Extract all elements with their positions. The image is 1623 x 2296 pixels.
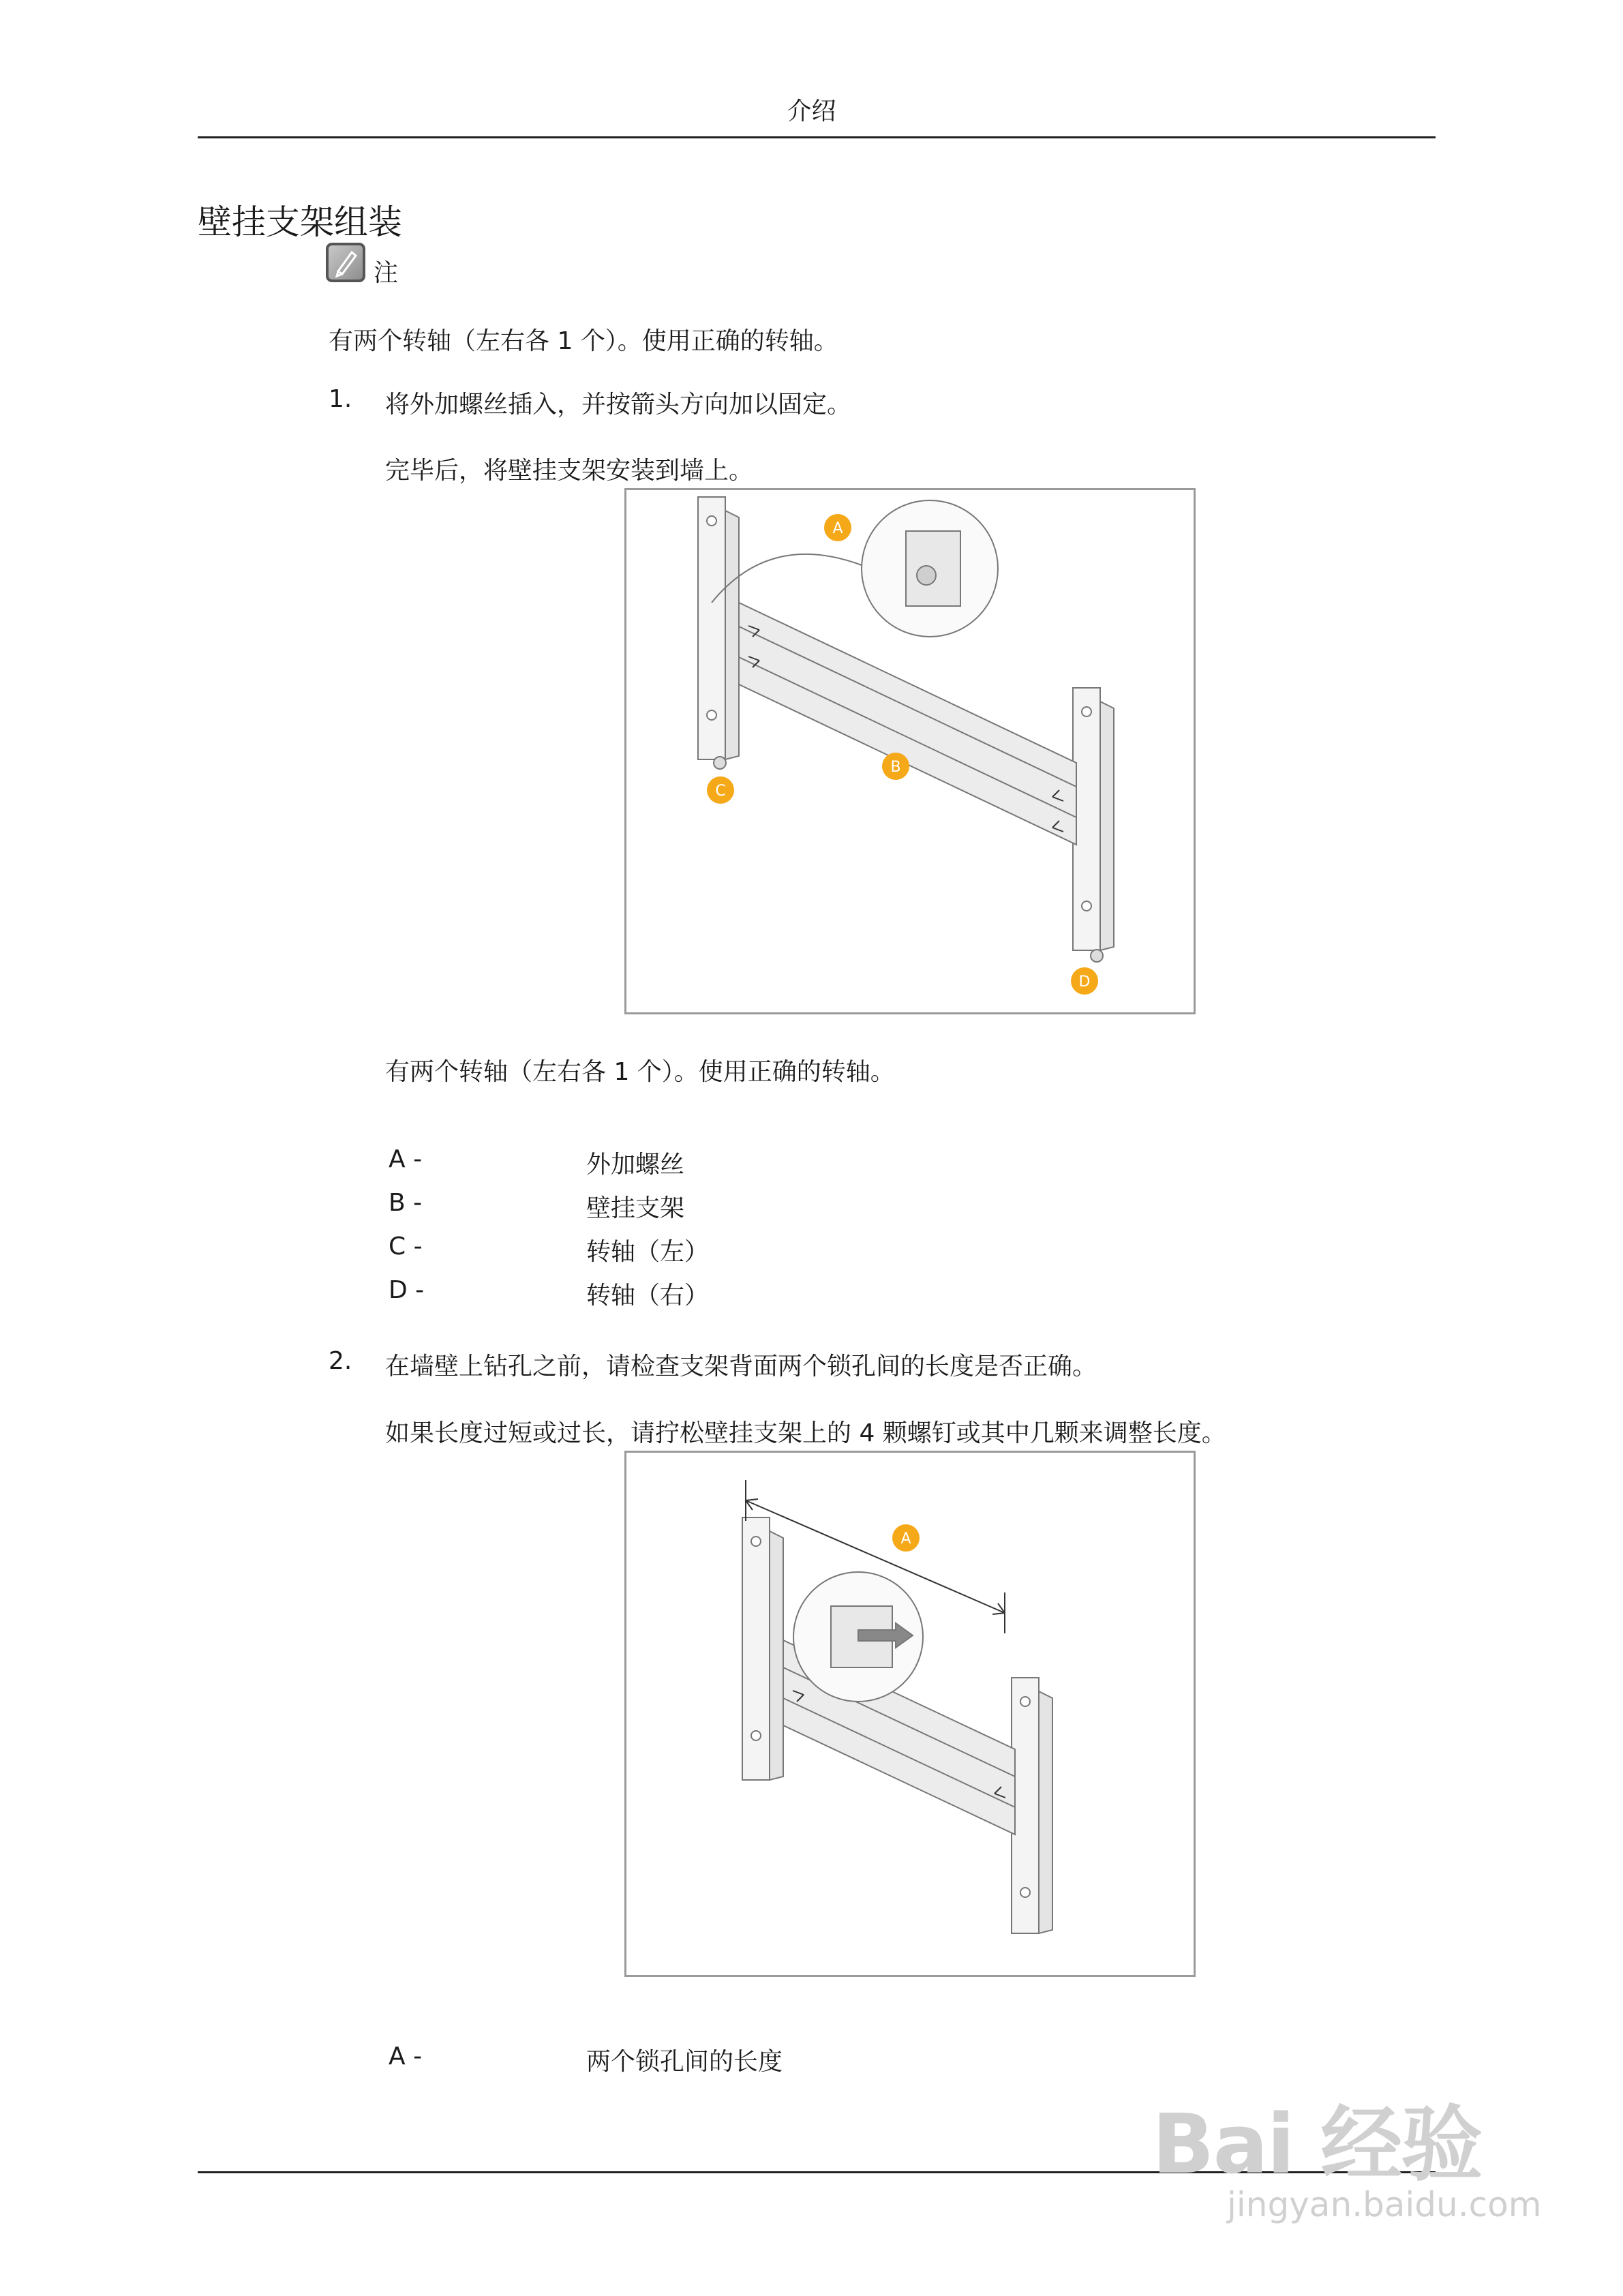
figure2-label-a: A [900,1530,911,1547]
page-header-title: 介绍 [787,97,836,125]
note-pencil-icon [326,243,365,282]
legend1-key-c: C - [389,1233,423,1260]
figure1-label-d: D [1078,973,1091,991]
note-text: 有两个转轴（左右各 1 个）。使用正确的转轴。 [329,327,838,355]
baidu-watermark-url: jingyan.baidu.com [1227,2185,1542,2224]
step1-number: 1. [329,385,352,413]
step1-caption: 有两个转轴（左右各 1 个）。使用正确的转轴。 [385,1058,895,1086]
step2-text: 在墙壁上钻孔之前，请检查支架背面两个锁孔间的长度是否正确。 [385,1353,1097,1380]
step2-number: 2. [329,1347,352,1375]
keyhole-length-illustration [626,1453,1194,1975]
figure1-label-c: C [715,783,726,800]
legend1-value-a: 外加螺丝 [586,1151,685,1179]
step2-subtext: 如果长度过短或过长，请拧松壁挂支架上的 4 颗螺钉或其中几颗来调整长度。 [385,1419,1226,1447]
note-label: 注 [374,259,399,287]
legend1-value-b: 壁挂支架 [586,1194,685,1222]
legend2-key-a: A - [389,2042,423,2070]
legend1-value-d: 转轴（右） [586,1282,710,1310]
legend1-key-d: D - [389,1276,425,1304]
legend2-value-a: 两个锁孔间的长度 [586,2048,783,2076]
keyhole-length-figure [624,1451,1196,1977]
figure1-label-a: A [832,520,843,537]
legend1-key-b: B - [389,1189,423,1217]
legend1-value-c: 转轴（左） [586,1238,710,1266]
header-rule [198,136,1436,138]
step1-text: 将外加螺丝插入，并按箭头方向加以固定。 [385,391,852,419]
wall-mount-assembly-figure [624,488,1196,1014]
step1-subtext: 完毕后，将壁挂支架安装到墙上。 [385,457,754,485]
section-title: 壁挂支架组装 [198,202,402,242]
wall-mount-assembly-illustration [626,490,1194,1012]
legend1-key-a: A - [389,1145,423,1173]
figure1-label-b: B [890,759,901,776]
baidu-watermark-logo: Bai 经验 [1152,2098,1482,2192]
